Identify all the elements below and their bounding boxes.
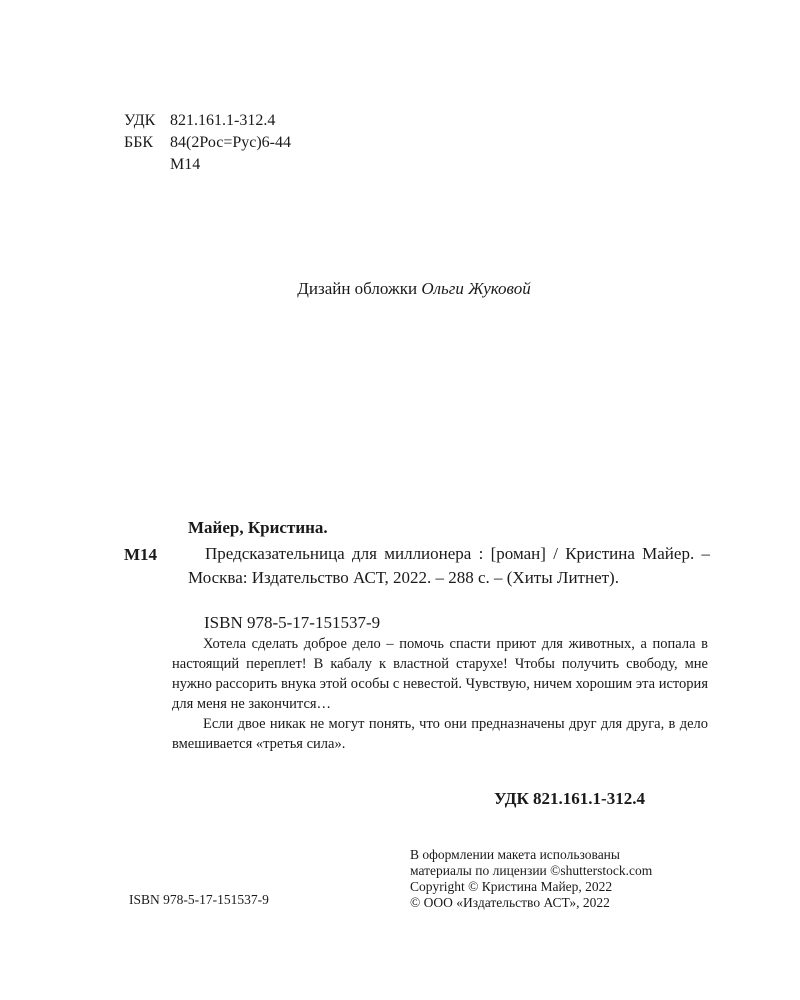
bibliographic-description	[188, 542, 710, 590]
cover-credit-prefix: Дизайн обложки	[297, 279, 418, 298]
description-text: Предсказательница для миллионера : [роман] / Кристина Майер. – Москва: Издательство АСТ, 2022. – 288 с. – (Хиты Литнет).	[188, 544, 710, 587]
legal-line: В оформлении макета использованы	[410, 847, 620, 862]
annotation	[172, 634, 708, 754]
bottom-isbn: ISBN 978-5-17-151537-9	[129, 892, 269, 907]
classification-value: 84(2Рос=Рус)6-44	[170, 134, 292, 151]
legal-line: Copyright © Кристина Майер, 2022	[410, 879, 613, 894]
author-heading: Майер, Кристина.	[188, 518, 328, 537]
isbn: ISBN 978-5-17-151537-9	[204, 613, 381, 632]
cover-credit-name: Ольги Жуковой	[421, 279, 531, 298]
classification-row	[124, 132, 291, 154]
legal-line: © ООО «Издательство АСТ», 2022	[410, 895, 610, 910]
udk-code: УДК 821.161.1-312.4	[494, 789, 645, 808]
classification-code: УДК	[124, 112, 156, 129]
classification-value: 821.161.1-312.4	[170, 112, 276, 129]
classification-code	[124, 154, 170, 176]
classification-block	[124, 110, 291, 176]
classification-row	[124, 154, 291, 176]
annotation-paragraph: Если двое никак не могут понять, что они предназначены друг для друга, в дело вмешивается «третья сила».	[172, 716, 708, 752]
annotation-paragraph: Хотела сделать доброе дело – помочь спасти приют для животных, а попала в настоящий переплет! В кабалу к властной старухе! Чтобы получить свободу, мне нужно рассорить внука этой особы с невестой. Чувствую, ничем хорошим эта история для меня не закончится…	[172, 636, 708, 712]
legal-line: материалы по лицензии ©shutterstock.com	[410, 863, 653, 878]
classification-code: ББК	[124, 134, 154, 151]
classification-row	[124, 110, 291, 132]
legal-notice	[410, 847, 652, 911]
classification-value: М14	[170, 156, 201, 173]
author-code: М14	[124, 545, 158, 564]
cover-design-credit	[0, 279, 800, 299]
